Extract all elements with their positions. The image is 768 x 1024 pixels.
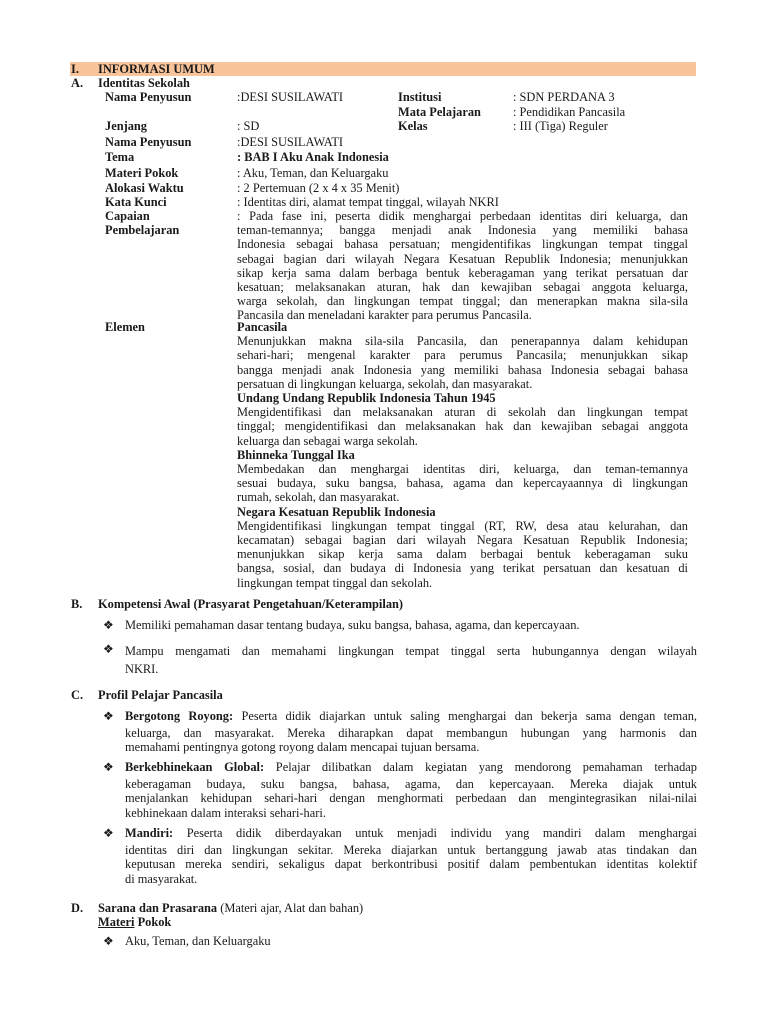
elemen-label: Elemen [105,320,145,334]
capaian-label-line1: Capaian [105,209,150,223]
profil-line-text: Peserta didik diajarkan untuk saling menghargai dan bekerja sama dengan teman, [233,709,697,723]
capaian-line: teman-temannya; bangga menjadi anak Indonesia yang memiliki bahasa [237,223,688,238]
elemen-line: Menunjukkan makna sila-sila Pancasila, dan penerapannya dalam kehidupan [237,334,688,349]
mapel-label: Mata Pelajaran [398,105,481,119]
kata-kunci-label: Kata Kunci [105,195,167,209]
elemen-heading-pancasila: Pancasila [237,320,288,334]
sarana-title-bold: Sarana dan Prasarana [98,901,218,915]
kelas-label: Kelas [398,119,428,133]
materi-rest: Pokok [134,915,172,929]
nama-penyusun2-label: Nama Penyusun [105,135,192,149]
profil-line [125,760,697,774]
nama-penyusun-label: Nama Penyusun [105,90,192,104]
capaian-line: sebagai bagian dari wilayah Negara Kesatuan Republik Indonesia; menunjukkan [237,251,688,266]
profil-item-berkebhinekaan [125,760,697,820]
elemen-line: bangga menjadi anak Indonesia yang memiliki bahasa Indonesia sebagai bahasa [237,362,688,377]
elemen-line: sesuai budaya, suku bangsa, bahasa, agama dan kepercayaannya di lingkungan [237,476,688,491]
profil-line [125,826,697,840]
profil-line: memahami pentingnya gotong royong dalam mencapai tujuan bersama. [125,740,480,755]
identitas-title: Identitas Sekolah [98,76,190,90]
tema-label: Tema [105,150,135,164]
subsection-letter-c: C. [71,688,84,702]
elemen-line: Mengidentifikasi lingkungan tempat tinggal (RT, RW, desa atau kelurahan, dan [237,518,688,533]
kompetensi-line: Mampu mengamati dan memahami lingkungan tempat tinggal serta hubungannya dengan wilayah [125,644,697,658]
profil-item-bold: Mandiri: [125,826,174,840]
subsection-letter-d: D. [71,901,84,915]
profil-line: di masyarakat. [125,871,198,886]
capaian-line: warga sekolah, dan lingkungan tempat tinggal; dan menerapkan makna sila-sila [237,294,688,309]
diamond-bullet-icon: ❖ [103,709,114,723]
elemen-line: keluarga dan sebagai warga sekolah. [237,433,418,448]
capaian-label-line2: Pembelajaran [105,223,180,237]
sarana-title-rest: (Materi ajar, Alat dan bahan) [217,901,364,915]
capaian-line: : Pada fase ini, peserta didik menghargai perbedaan identitas diri keluarga, dan [237,209,688,223]
capaian-line: Pancasila dan meneladani karakter para perumus Pancasila. [237,308,532,323]
profil-line: keputusan mereka sendiri, sekaligus dapat berkontribusi positif dalam pembentukan identitas kolektif [125,857,697,872]
nama-penyusun2-value: :DESI SUSILAWATI [237,135,344,149]
elemen-line: sehari-hari; mengenal karakter para perumus Pancasila; menunjukkan sikap [237,348,688,363]
elemen-line: kecamatan) sebagai bagian dari wilayah Negara Kesatuan Republik Indonesia; [237,533,688,548]
tema-value: : BAB I Aku Anak Indonesia [237,150,389,164]
elemen-block [237,320,688,590]
mapel-value: : Pendidikan Pancasila [513,105,626,119]
materi-pokok-value: : Aku, Teman, dan Keluargaku [237,166,389,180]
section-title: INFORMASI UMUM [98,62,215,76]
profil-line-text: Peserta didik diberdayakan untuk menjadi individu yang mandiri dalam menghargai [173,826,697,840]
elemen-heading-uud: Undang Undang Republik Indonesia Tahun 1945 [237,391,496,406]
profil-item-bold: Berkebhinekaan Global: [125,760,265,774]
profil-line: keberagaman budaya, suku bangsa, bahasa, agama, dan kepercayaan. Mereka diajak untuk [125,777,697,792]
kompetensi-item [125,642,697,678]
profil-line-text: Pelajar dilibatkan dalam kegiatan yang mendorong pemahaman terhadap [264,760,697,774]
elemen-line: rumah, sekolah, dan masyarakat. [237,490,400,505]
elemen-line: persatuan di lingkungan keluarga, sekolah, dan masyarakat. [237,376,533,391]
elemen-line: tinggal; mengidentifikasi dan melaksanakan hak dan kewajiban sebagai anggota [237,419,688,434]
elemen-heading-nkri: Negara Kesatuan Republik Indonesia [237,504,436,519]
profil-item-gotong-royong [125,709,697,755]
kompetensi-line: Memiliki pemahaman dasar tentang budaya, suku bangsa, bahasa, agama, dan kepercayaan. [125,618,580,632]
jenjang-label: Jenjang [105,119,147,133]
capaian-line: sikap kerja sama dalam berbaga bentuk keberagaman yang terikat persatuan dar [237,265,688,280]
capaian-text [237,209,688,323]
profil-title: Profil Pelajar Pancasila [98,688,223,702]
capaian-line: kesatuan; melaksanakan aturan, hak dan kewajiban sebagai anggota keluarga, [237,280,688,295]
kompetensi-title-rest: (Prasyarat Pengetahuan/Keterampilan) [190,597,404,611]
materi-pokok-subheading [98,915,171,929]
materi-pokok-label: Materi Pokok [105,166,179,180]
diamond-bullet-icon: ❖ [103,760,114,774]
profil-line: keluarga, dan masyarakat. Mereka diharapkan dapat membangun hubungan yang harmonis dan [125,726,697,741]
capaian-line: Indonesia sebagai bahasa persatuan; mengidentifikas lingkungan tempat tinggal [237,237,688,252]
jenjang-value: : SD [237,119,260,133]
elemen-heading-bhinneka: Bhinneka Tunggal Ika [237,447,355,462]
profil-line: menjalankan kehidupan sehari-hari dengan menghormati perbedaan dan mengintegrasikan nilai-nilai [125,791,697,806]
diamond-bullet-icon: ❖ [103,826,114,840]
elemen-line: Mengidentifikasi dan melaksanakan aturan di sekolah dan lingkungan tempat [237,405,688,420]
elemen-line: bangsa, sosial, dan budaya di Indonesia yang terikat persatuan dan kesatuan di [237,561,688,576]
profil-line: kebhinekaan dalam interaksi sehari-hari. [125,805,326,820]
sarana-item: Aku, Teman, dan Keluargaku [125,934,271,948]
materi-underlined: Materi [98,915,135,929]
diamond-bullet-icon: ❖ [103,618,114,632]
diamond-bullet-icon: ❖ [103,934,114,948]
institusi-label: Institusi [398,90,442,104]
subsection-letter-b: B. [71,597,83,611]
profil-item-bold: Bergotong Royong: [125,709,234,723]
sarana-title [98,901,363,915]
elemen-line: Membedakan dan menghargai identitas diri, keluarga, dan teman-temannya [237,462,688,477]
profil-line: identitas diri dan lingkungan sekitar. Mereka diajarkan untuk bertanggung jawab atas tindakan dan [125,843,697,858]
kompetensi-title [98,597,403,611]
kata-kunci-value: : Identitas diri, alamat tempat tinggal, wilayah NKRI [237,195,499,209]
kompetensi-line: NKRI. [125,662,159,676]
elemen-line: lingkungan tempat tinggal dan sekolah. [237,575,433,590]
institusi-value: : SDN PERDANA 3 [513,90,615,104]
diamond-bullet-icon: ❖ [103,642,114,656]
section-number: I. [71,62,79,76]
kompetensi-title-bold: Kompetensi Awal [98,597,191,611]
alokasi-waktu-label: Alokasi Waktu [105,181,184,195]
nama-penyusun-value: :DESI SUSILAWATI [237,90,344,104]
alokasi-waktu-value: : 2 Pertemuan (2 x 4 x 35 Menit) [237,181,400,195]
elemen-line: menunjukkan sikap kerja sama dalam berbagai bentuk keberagaman suku [237,547,688,562]
profil-line [125,709,697,723]
subsection-letter-a: A. [71,76,84,90]
kompetensi-item [125,618,697,632]
profil-item-mandiri [125,826,697,886]
kelas-value: : III (Tiga) Reguler [513,119,608,133]
